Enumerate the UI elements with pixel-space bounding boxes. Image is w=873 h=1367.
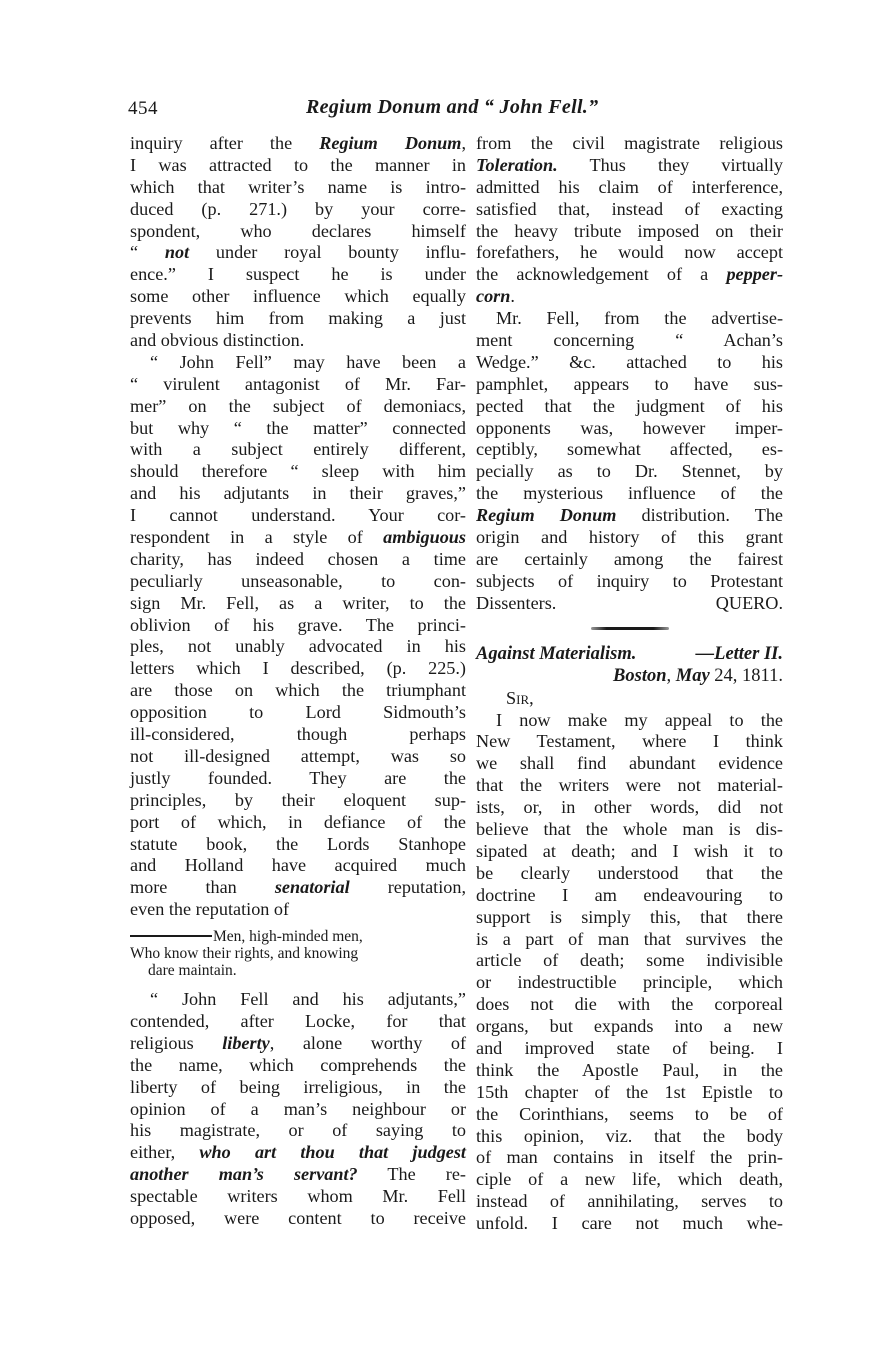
text-line: article of death; some indivisible (476, 950, 783, 971)
text-line: the mysterious influence of the (476, 483, 783, 504)
text-line: corn. (476, 286, 515, 307)
text-line: opinion of a man’s neighbour or (130, 1098, 466, 1119)
text-line: does not die with the corporeal (476, 994, 783, 1015)
letter-title: Against Materialism. (476, 643, 637, 664)
text-line: 15th chapter of the 1st Epistle to (476, 1081, 783, 1102)
verse-line-3: dare maintain. (148, 962, 237, 980)
text-line: ceptibly, somewhat affected, es- (476, 439, 783, 460)
italic-text: senatorial (274, 877, 350, 898)
letter-salutation: Sir, (506, 687, 534, 708)
text-line: liberty of being irreligious, in the (130, 1076, 466, 1097)
text-line: pamphlet, appears to have sus- (476, 373, 783, 394)
text-line: letters which I described, (p. 225.) (130, 658, 466, 679)
text-line: doctrine I am endeavouring to (476, 884, 783, 905)
text-line: more than senatorial reputation, (130, 877, 466, 898)
text-line: “ John Fell” may have been a (150, 351, 466, 372)
text-line: some other influence which equally (130, 286, 466, 307)
page-number: 454 (128, 98, 158, 119)
text-line: Regium Donum distribution. The (476, 505, 783, 526)
letter-day: 24, (714, 665, 738, 686)
text-line: of man contains in itself the prin- (476, 1147, 783, 1168)
letter-heading (476, 644, 783, 666)
verse-line-1: Men, high-minded men, (130, 928, 466, 945)
text-line: spondent, who declares himself (130, 220, 466, 241)
text-line: the acknowledgement of a pepper- (476, 264, 783, 285)
text-line: New Testament, where I think (476, 731, 783, 752)
text-line: the name, which comprehends the (130, 1054, 466, 1075)
text-line: religious liberty, alone worthy of (130, 1032, 466, 1053)
text-line: sign Mr. Fell, as a writer, to the (130, 592, 466, 613)
text-line: and Holland have acquired much (130, 855, 466, 876)
text-line: with a subject entirely different, (130, 439, 466, 460)
text-line: from the civil magistrate religious (476, 133, 783, 153)
text-line: organs, but expands into a new (476, 1016, 783, 1037)
section-separator (591, 627, 669, 630)
left-paragraph-3 (130, 989, 466, 1230)
italic-text: liberty (222, 1032, 270, 1053)
dash-rule (130, 935, 212, 937)
running-head (128, 96, 788, 126)
text-line: his magistrate, or of saying to (130, 1120, 466, 1141)
right-paragraph-2 (476, 308, 783, 593)
text-line: origin and history of this grant (476, 527, 783, 548)
italic-text: ambiguous (383, 527, 466, 548)
text-line: but why “ the matter” connected (130, 417, 466, 438)
text-line: peculiarly unseasonable, to con- (130, 570, 466, 591)
right-paragraph-1 (476, 133, 783, 308)
text-line: charity, has indeed chosen a time (130, 548, 466, 569)
text-line: that the writers were not material- (476, 775, 783, 796)
letter-place: Boston (613, 665, 667, 686)
text-line: should therefore “ sleep with him (130, 461, 466, 482)
signature: QUERO. (715, 592, 783, 613)
text-line: ists, or, in other words, did not (476, 797, 783, 818)
text-line: the heavy tribute imposed on their (476, 220, 783, 241)
text-line: even the reputation of (130, 899, 290, 920)
text-line: not ill-designed attempt, was so (130, 745, 466, 766)
text-line: and his adjutants in their graves,” (130, 483, 466, 504)
text-line: I now make my appeal to the (496, 709, 783, 730)
text-line: opponents was, however imper- (476, 417, 783, 438)
text-line: believe that the whole man is dis- (476, 819, 783, 840)
verse-quotation (130, 928, 466, 979)
text-line: respondent in a style of ambiguous (130, 527, 466, 548)
text-line: be clearly understood that the (476, 862, 783, 883)
text-line: “ virulent antagonist of Mr. Far- (130, 373, 466, 394)
text-line: is a part of man that survives the (476, 928, 783, 949)
text-line: principles, by their eloquent sup- (130, 789, 466, 810)
text-line: this opinion, viz. that the body (476, 1125, 783, 1146)
text-line: ill-considered, though perhaps (130, 724, 466, 745)
text-line: prevents him from making a just (130, 308, 466, 329)
italic-text: not (164, 242, 190, 263)
letter-month: May (675, 665, 710, 686)
text-line: think the Apostle Paul, in the (476, 1059, 783, 1080)
italic-text: Toleration. (476, 154, 558, 175)
text-line: another man’s servant? The re- (130, 1164, 466, 1185)
left-paragraph-1 (130, 133, 466, 352)
verse-line-2: Who know their rights, and knowing (130, 945, 359, 963)
text-line: and improved state of being. I (476, 1037, 783, 1058)
italic-text: another man’s servant? (130, 1164, 358, 1185)
letter-dateline: Boston, May 24, 1811. (613, 665, 783, 686)
text-line: Wedge.” &c. attached to his (476, 351, 783, 372)
text-line: ment concerning “ Achan’s (476, 330, 783, 351)
text-line: support is simply this, that there (476, 906, 783, 927)
right-column (476, 133, 783, 1235)
left-paragraph-2 (130, 352, 466, 921)
letter-subtitle: —Letter II. (695, 643, 783, 664)
text-line: port of which, in defiance of the (130, 811, 466, 832)
text-line: or indestructible principle, which (476, 972, 783, 993)
letter-year: 1811. (742, 665, 783, 686)
text-line: and obvious distinction. (130, 330, 305, 351)
text-line: ence.” I suspect he is under (130, 264, 466, 285)
text-line: I cannot understand. Your cor- (130, 505, 466, 526)
text-line: ciple of a new life, which death, (476, 1169, 783, 1190)
text-line: pected that the judgment of his (476, 395, 783, 416)
right-paragraph-3 (476, 710, 783, 1235)
text-line: the Corinthians, seems to be of (476, 1103, 783, 1124)
italic-text: pepper- (726, 264, 783, 285)
text-line: I was attracted to the manner in (130, 154, 466, 175)
text-line: “ John Fell and his adjutants,” (150, 989, 466, 1010)
text-line: are certainly among the fairest (476, 548, 783, 569)
italic-text: Regium Donum (476, 505, 617, 526)
text-line: opposition to Lord Sidmouth’s (130, 702, 466, 723)
text-line: are those on which the triumphant (130, 680, 466, 701)
text-line: either, who art thou that judgest (130, 1142, 466, 1163)
text-line: sipated at death; and I wish it to (476, 840, 783, 861)
text-line: statute book, the Lords Stanhope (130, 833, 466, 854)
text-line: spectable writers whom Mr. Fell (130, 1186, 466, 1207)
text-line: inquiry after the Regium Donum, (130, 133, 466, 153)
text-line: which that writer’s name is intro- (130, 176, 466, 197)
italic-text: Regium Donum (319, 133, 462, 153)
text-line: mer” on the subject of demoniacs, (130, 395, 466, 416)
text-line: ples, not unably advocated in his (130, 636, 466, 657)
text-line: subjects of inquiry to Protestant (476, 570, 783, 591)
italic-text: corn (476, 286, 511, 307)
text-line: admitted his claim of interference, (476, 176, 783, 197)
left-column (130, 133, 466, 1230)
italic-text: who art thou that judgest (199, 1142, 466, 1163)
text-line: pecially as to Dr. Stennet, by (476, 461, 783, 482)
text-line: Mr. Fell, from the advertise- (496, 308, 783, 329)
text-line: contended, after Locke, for that (130, 1010, 466, 1031)
text-line: unfold. I care not much whe- (476, 1213, 783, 1234)
text-line: satisfied that, instead of exacting (476, 198, 783, 219)
text-line: opposed, were content to receive (130, 1207, 466, 1228)
closing-line (476, 593, 783, 615)
text-line: justly founded. They are the (130, 767, 466, 788)
text-line: “ not under royal bounty influ- (130, 242, 466, 263)
running-head-title: Regium Donum and “ John Fell.” (306, 96, 599, 118)
text-line: duced (p. 271.) by your corre- (130, 198, 466, 219)
text-line: we shall find abundant evidence (476, 753, 783, 774)
text-line: oblivion of his grave. The princi- (130, 614, 466, 635)
text-line: Toleration. Thus they virtually (476, 154, 783, 175)
text-line: instead of annihilating, serves to (476, 1191, 783, 1212)
closing-text: Dissenters. (476, 592, 557, 613)
text-line: forefathers, he would now accept (476, 242, 783, 263)
